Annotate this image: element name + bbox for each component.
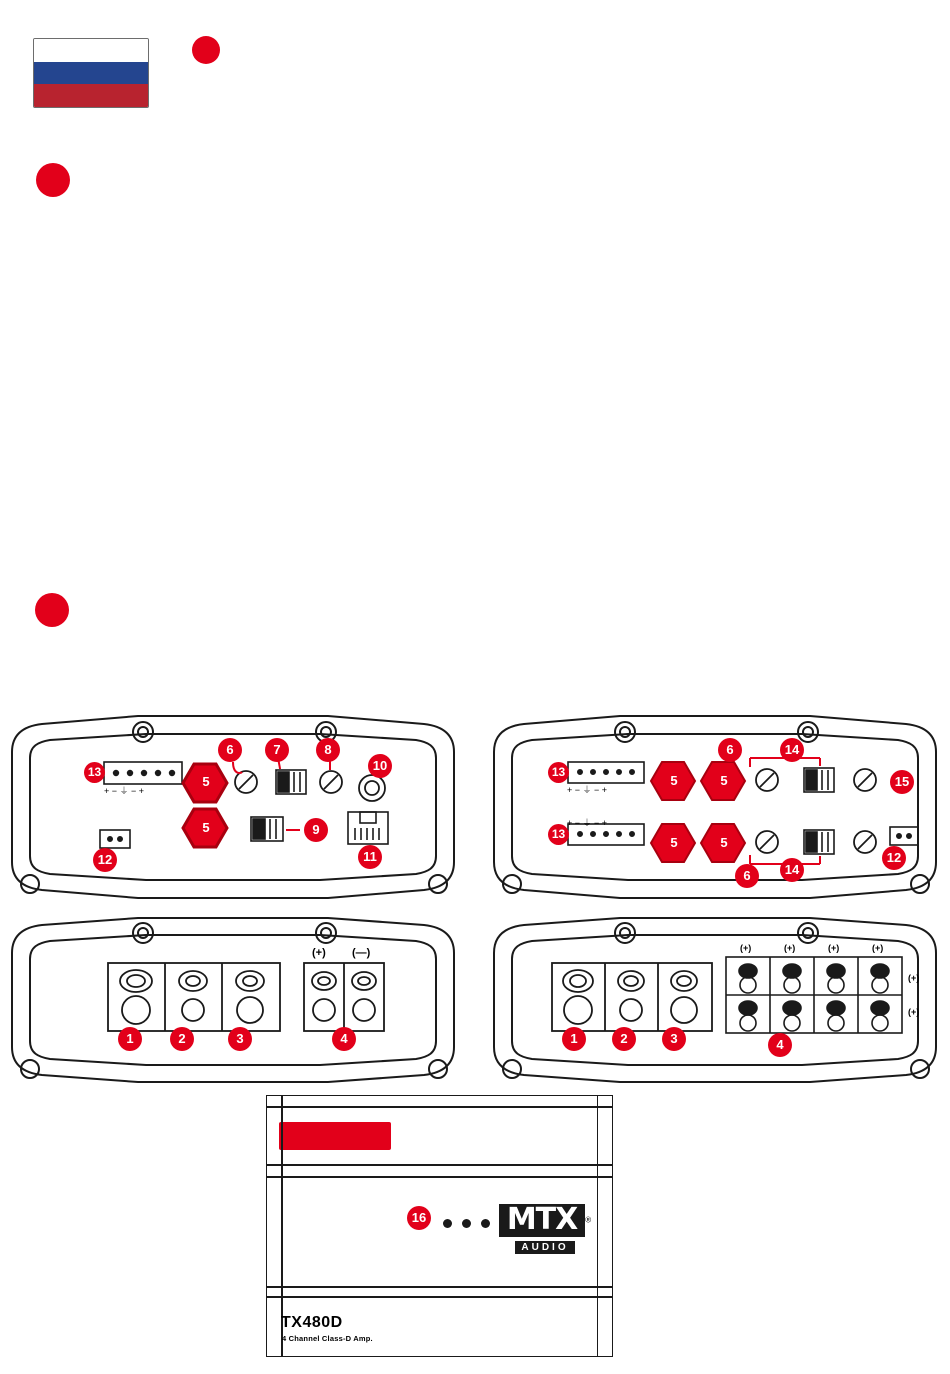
polarity-label-4: (+) [872,943,884,953]
polarity-label-6: (+) [908,1007,920,1017]
polarity-minus-label: (—) [352,947,371,959]
callout-2-right: 2 [612,1027,636,1051]
bullet-1-icon [192,36,220,64]
callout-14-upper: 14 [780,738,804,762]
russian-flag-icon [33,38,149,108]
callout-8: 8 [316,738,340,762]
callout-13-upper: 13 [548,762,569,783]
amp-red-label [279,1122,391,1150]
callout-5-lower: 5 [194,816,218,840]
callout-10: 10 [368,754,392,778]
callout-12-right: 12 [882,846,906,870]
callout-5-a: 5 [662,769,686,793]
flag-band-blue [34,62,148,85]
figure-end-panel-4channel [490,712,940,902]
callout-13-lower: 13 [548,824,569,845]
callout-11: 11 [358,845,382,869]
amp-divider-upper [267,1164,612,1166]
terminal-marker-label: + − ⏚ − + [104,786,145,796]
polarity-label-1: (+) [740,943,752,953]
callout-4-right: 4 [768,1033,792,1057]
callout-12: 12 [93,848,117,872]
bullet-3-icon [35,593,69,627]
callout-14-lower: 14 [780,858,804,882]
amp-divider-lower [267,1286,612,1288]
amp-divider-upper2 [267,1176,612,1178]
polarity-label-3: (+) [828,943,840,953]
callout-6: 6 [218,738,242,762]
amp-model-name: TX480D [281,1314,343,1331]
terminal-marker-label-lower: + − ⏚ − + [567,818,608,828]
callout-9: 9 [304,818,328,842]
callout-4: 4 [332,1027,356,1051]
callout-6-lower: 6 [735,864,759,888]
amp-divider-lower2 [267,1296,612,1298]
figure-end-panel-2channel [8,712,458,902]
callout-1-right: 1 [562,1027,586,1051]
callout-2: 2 [170,1027,194,1051]
mtx-audio-wordmark: AUDIO [515,1241,574,1254]
mtx-wordmark: MTX [499,1204,585,1237]
polarity-plus-label: (+) [312,947,326,959]
figure-amplifier-top-view [266,1095,613,1357]
callout-13: 13 [84,762,105,783]
callout-5-b: 5 [712,769,736,793]
bullet-2-icon [36,163,70,197]
mtx-logo [491,1204,599,1255]
amp-divider-top [267,1106,612,1108]
amp-model-subtitle: 4 Channel Class-D Amp. [282,1334,373,1343]
terminal-marker-label-upper: + − ⏚ − + [567,785,608,795]
callout-5-upper: 5 [194,770,218,794]
callout-5-c: 5 [662,831,686,855]
callout-16: 16 [407,1206,431,1230]
callout-6-upper: 6 [718,738,742,762]
callout-3-right: 3 [662,1027,686,1051]
figure-input-panel-4channel [490,915,940,1085]
polarity-label-2: (+) [784,943,796,953]
figure-input-panel-2channel [8,915,458,1085]
callout-1: 1 [118,1027,142,1051]
callout-7: 7 [265,738,289,762]
flag-band-white [34,39,148,62]
polarity-label-5: (+) [908,973,920,983]
callout-15: 15 [890,770,914,794]
callout-3: 3 [228,1027,252,1051]
flag-band-red [34,84,148,107]
callout-5-d: 5 [712,831,736,855]
registered-mark-icon: ® [585,1215,592,1225]
